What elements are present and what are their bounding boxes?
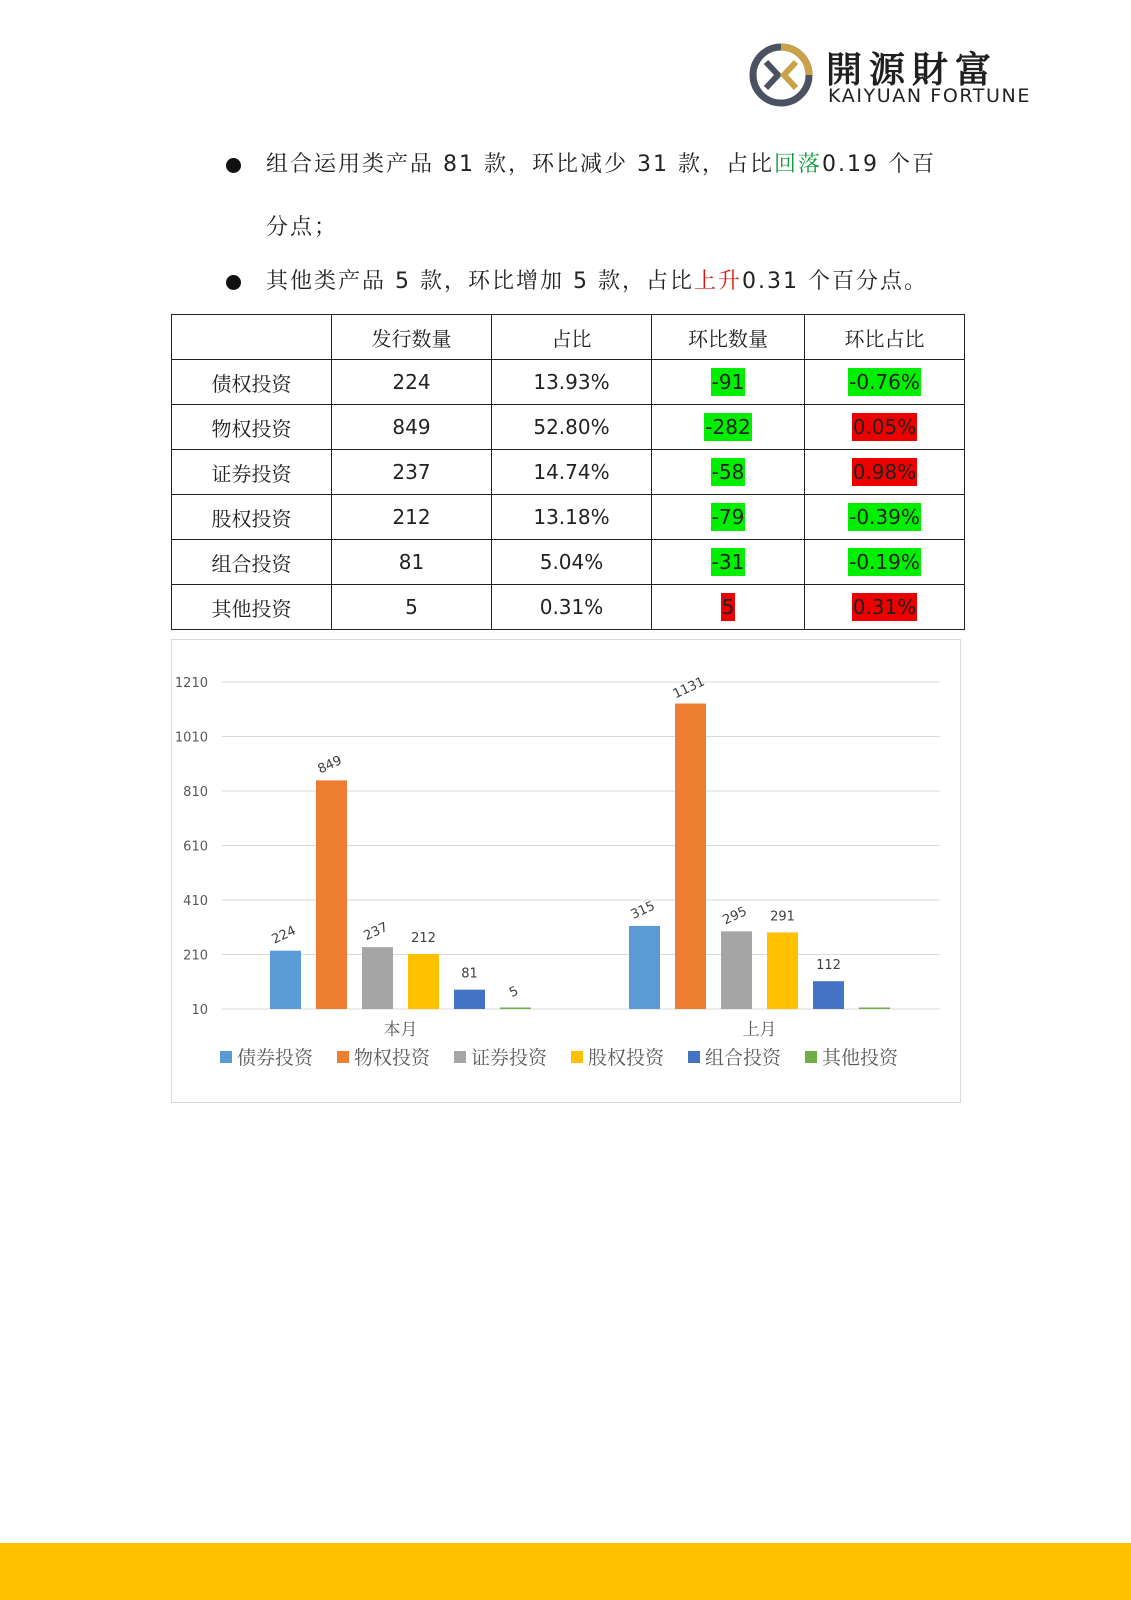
table-header-row	[172, 315, 965, 360]
row-name: 组合投资	[172, 540, 332, 585]
row-name: 债权投资	[172, 360, 332, 405]
qoq-count-value: -79	[711, 505, 745, 529]
bar	[767, 932, 798, 1009]
row-qoq-share	[805, 540, 965, 585]
legend-swatch	[688, 1051, 700, 1063]
row-qoq-count	[652, 585, 805, 630]
legend-swatch	[805, 1051, 817, 1063]
bar	[270, 951, 301, 1009]
row-qoq-share	[805, 495, 965, 540]
qoq-share-value: -0.76%	[849, 370, 920, 394]
data-label: 212	[411, 930, 436, 946]
bullet-text-continuation: 分点；	[266, 215, 339, 240]
row-count: 237	[332, 450, 492, 495]
bar	[500, 1008, 531, 1010]
header-cell: 占比	[492, 315, 652, 360]
brand-logo	[748, 42, 1048, 106]
chart-svg	[172, 640, 960, 1102]
bullet-dot-icon	[226, 158, 241, 173]
header-cell: 环比占比	[805, 315, 965, 360]
logo-english-name: KAIYUAN FORTUNE	[828, 85, 1031, 107]
legend-swatch	[220, 1051, 232, 1063]
row-qoq-count	[652, 495, 805, 540]
legend-label: 债券投资	[237, 1047, 314, 1069]
row-name: 其他投资	[172, 585, 332, 630]
legend-swatch	[571, 1051, 583, 1063]
y-tick-label: 210	[183, 948, 208, 964]
data-label: 81	[461, 966, 478, 982]
highlight-word: 回落	[773, 152, 822, 177]
logo-chinese-name: 開源財富	[826, 50, 999, 91]
table-row	[172, 495, 965, 540]
row-share: 14.74%	[492, 450, 652, 495]
row-qoq-count	[652, 360, 805, 405]
table-row	[172, 360, 965, 405]
row-share: 13.93%	[492, 360, 652, 405]
qoq-count-value: -31	[711, 550, 745, 574]
qoq-count-value: 5	[721, 595, 735, 619]
bar	[675, 704, 706, 1009]
bar	[813, 981, 844, 1009]
row-share: 5.04%	[492, 540, 652, 585]
row-name: 证券投资	[172, 450, 332, 495]
data-label: 295	[720, 904, 750, 929]
bar	[629, 926, 660, 1009]
qoq-count-value: -91	[711, 370, 745, 394]
data-label: 315	[628, 898, 658, 923]
row-share: 0.31%	[492, 585, 652, 630]
qoq-share-value: 0.05%	[852, 415, 917, 439]
bullet-text: 组合运用类产品 81 款，环比减少 31 款，占比回落0.19 个百	[266, 152, 936, 177]
header-cell: 环比数量	[652, 315, 805, 360]
data-label: 224	[269, 923, 299, 948]
row-qoq-share	[805, 585, 965, 630]
row-qoq-count	[652, 540, 805, 585]
issuance-bar-chart	[171, 639, 961, 1103]
bar	[721, 931, 752, 1009]
y-tick-label: 10	[191, 1003, 208, 1018]
data-label: 112	[816, 958, 841, 974]
qoq-count-value: -58	[711, 460, 745, 484]
table-row	[172, 585, 965, 630]
bar	[362, 947, 393, 1009]
legend-label: 组合投资	[705, 1047, 782, 1069]
row-count: 81	[332, 540, 492, 585]
y-tick-label: 810	[183, 785, 208, 800]
qoq-share-value: 0.31%	[852, 595, 917, 619]
legend-label: 股权投资	[588, 1047, 665, 1069]
row-share: 13.18%	[492, 495, 652, 540]
row-qoq-count	[652, 405, 805, 450]
table-row	[172, 450, 965, 495]
x-category-label: 本月	[383, 1020, 418, 1040]
data-label: 849	[315, 753, 345, 778]
row-count: 849	[332, 405, 492, 450]
bullet-text: 其他类产品 5 款，环比增加 5 款，占比上升0.31 个百分点。	[266, 269, 928, 294]
issuance-table	[171, 314, 965, 630]
row-qoq-share	[805, 450, 965, 495]
data-label: 5	[507, 983, 521, 1001]
y-tick-label: 610	[183, 839, 208, 855]
row-qoq-share	[805, 405, 965, 450]
highlight-word: 上升	[693, 269, 742, 294]
header-cell	[172, 315, 332, 360]
table-row	[172, 405, 965, 450]
footer-bar	[0, 1543, 1131, 1600]
row-count: 212	[332, 495, 492, 540]
kaiyuan-emblem-icon	[748, 42, 814, 108]
header-cell: 发行数量	[332, 315, 492, 360]
qoq-share-value: 0.98%	[852, 460, 917, 484]
legend-swatch	[337, 1051, 349, 1063]
row-count: 224	[332, 360, 492, 405]
y-tick-label: 1210	[174, 676, 208, 691]
data-label: 291	[770, 909, 795, 925]
qoq-share-value: -0.19%	[849, 550, 920, 574]
row-name: 股权投资	[172, 495, 332, 540]
y-tick-label: 1010	[174, 730, 208, 746]
row-name: 物权投资	[172, 405, 332, 450]
bar	[859, 1008, 890, 1010]
data-label: 237	[361, 919, 391, 945]
bullet-dot-icon	[226, 275, 241, 290]
legend-label: 其他投资	[822, 1047, 899, 1069]
row-count: 5	[332, 585, 492, 630]
row-qoq-count	[652, 450, 805, 495]
data-label: 1131	[670, 674, 708, 703]
legend-label: 物权投资	[354, 1047, 431, 1069]
x-category-label: 上月	[742, 1020, 777, 1040]
qoq-share-value: -0.39%	[849, 505, 920, 529]
bar	[454, 990, 485, 1009]
row-qoq-share	[805, 360, 965, 405]
table-row	[172, 540, 965, 585]
row-share: 52.80%	[492, 405, 652, 450]
legend-swatch	[454, 1051, 466, 1063]
qoq-count-value: -282	[705, 415, 751, 439]
legend-label: 证券投资	[471, 1047, 548, 1069]
bar	[316, 780, 347, 1009]
y-tick-label: 410	[183, 894, 208, 909]
bar	[408, 954, 439, 1009]
